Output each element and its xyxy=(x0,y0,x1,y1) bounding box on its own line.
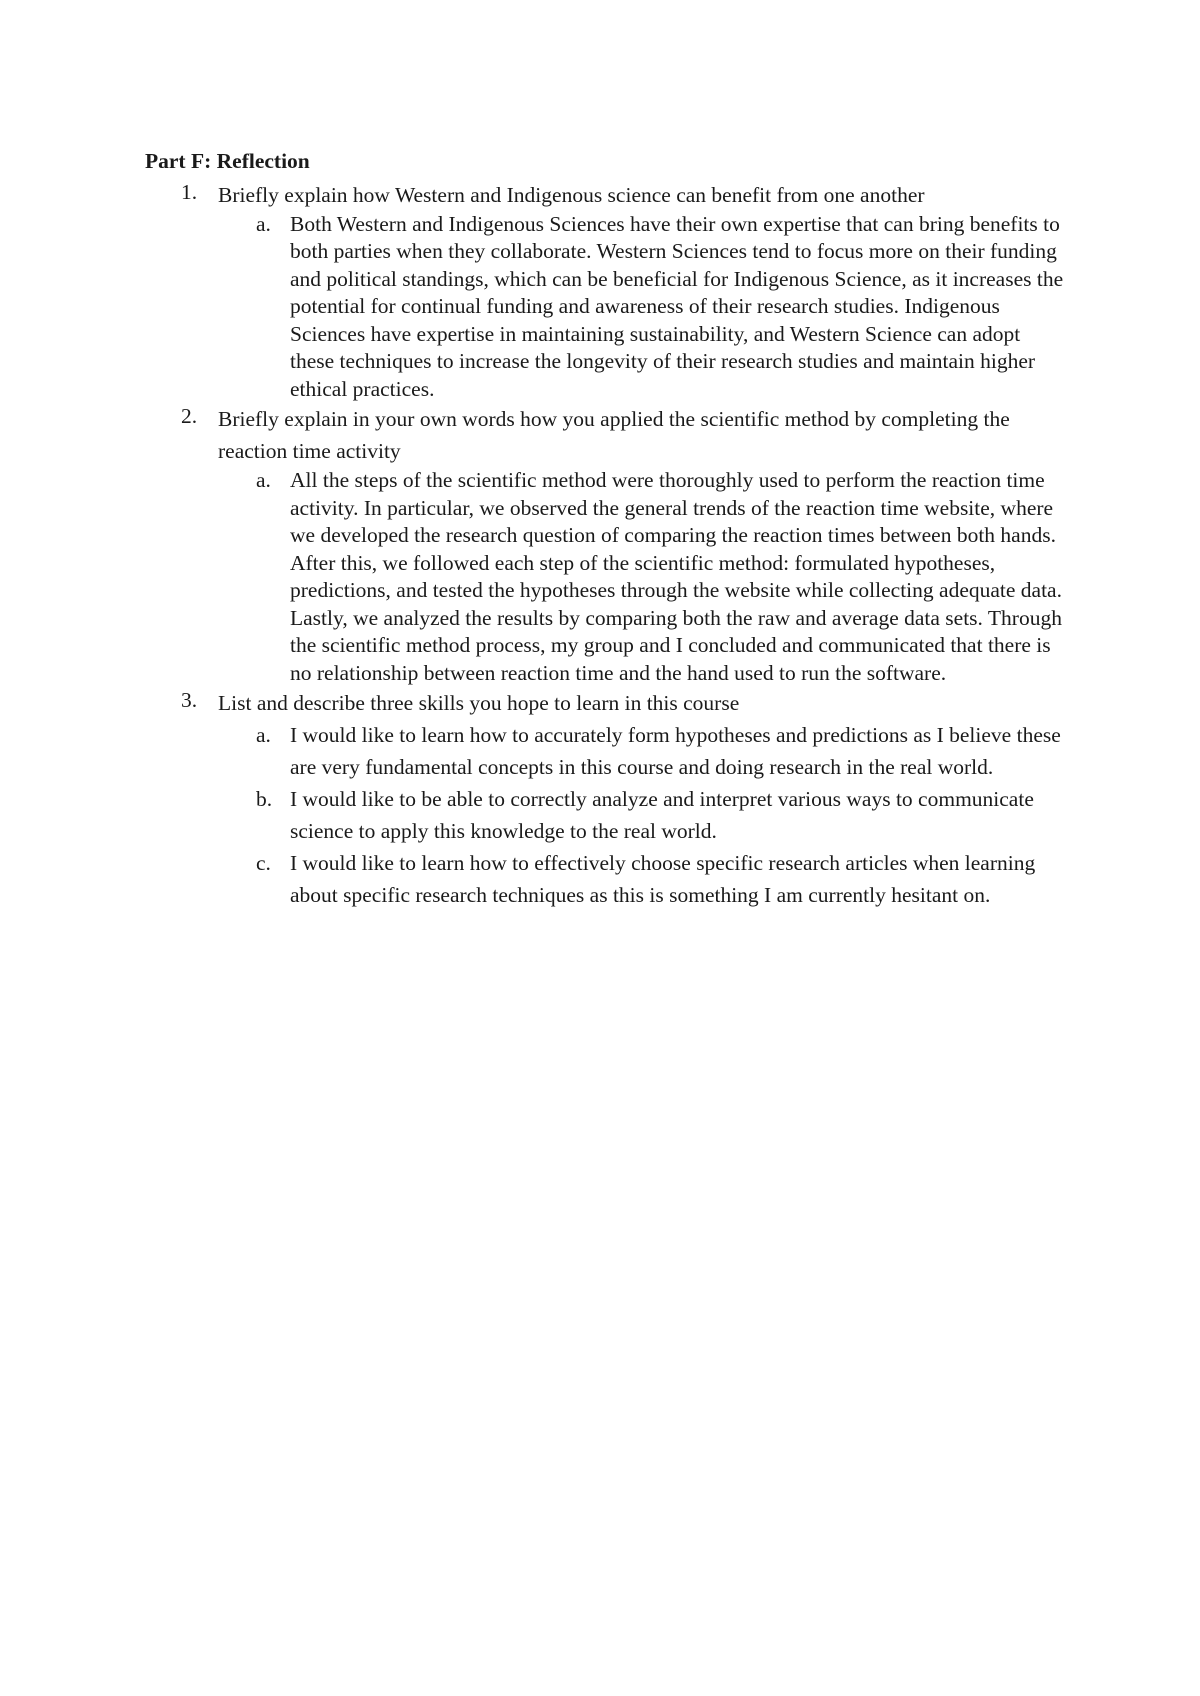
question-item xyxy=(145,687,1065,911)
question-item xyxy=(145,403,1065,687)
answer-letter: a. xyxy=(256,468,271,492)
answer-text: I would like to learn how to accurately form hypotheses and predictions as I believe these are very fundamental concepts in this course and doing research in the real world. xyxy=(290,723,1061,779)
answer-item xyxy=(218,719,1065,783)
question-number: 2. xyxy=(181,404,198,428)
answer-item xyxy=(218,211,1065,404)
answer-text: All the steps of the scientific method were thoroughly used to perform the reaction time activity. In particular, we observed the general trends of the reaction time website, where we developed the research question of comparing the reaction times between both hands. After this, we followed each step of the scientific method: formulated hypotheses, predictions, and tested the hypotheses through the website while collecting adequate data. Lastly, we analyzed the results by comparing both the raw and average data sets. Through the scientific method process, my group and I concluded and communicated that there is no relationship between reaction time and the hand used to run the software. xyxy=(290,468,1062,685)
question-text: List and describe three skills you hope to learn in this course xyxy=(218,691,740,715)
answer-letter: a. xyxy=(256,723,271,747)
answer-item xyxy=(218,783,1065,847)
answer-list xyxy=(218,211,1065,404)
question-text: Briefly explain in your own words how you applied the scientific method by completing the reaction time activity xyxy=(218,407,1010,463)
answer-letter: b. xyxy=(256,787,273,811)
answer-text: Both Western and Indigenous Sciences have their own expertise that can bring benefits to both parties when they collaborate. Western Sciences tend to focus more on their funding and political standings, which can be beneficial for Indigenous Science, as it increases the potential for continual funding and awareness of their research studies. Indigenous Sciences have expertise in maintaining sustainability, and Western Science can adopt these techniques to increase the longevity of their research studies and maintain higher ethical practices. xyxy=(290,211,1064,401)
question-text: Briefly explain how Western and Indigenous science can benefit from one another xyxy=(218,182,925,207)
answer-text: I would like to be able to correctly analyze and interpret various ways to communicate science to apply this knowledge to the real world. xyxy=(290,787,1034,843)
section-heading: Part F: Reflection xyxy=(145,149,310,173)
question-number: 3. xyxy=(181,688,198,712)
question-item xyxy=(145,179,1065,404)
answer-text: I would like to learn how to effectively choose specific research articles when learning about specific research techniques as this is something I am currently hesitant on. xyxy=(290,851,1036,907)
question-list xyxy=(145,179,1065,912)
answer-item xyxy=(218,467,1065,687)
question-number: 1. xyxy=(181,179,198,204)
answer-letter: a. xyxy=(256,211,271,236)
answer-list xyxy=(218,719,1065,911)
answer-list xyxy=(218,467,1065,687)
answer-item xyxy=(218,847,1065,911)
answer-letter: c. xyxy=(256,851,271,875)
document-body xyxy=(145,148,1065,911)
